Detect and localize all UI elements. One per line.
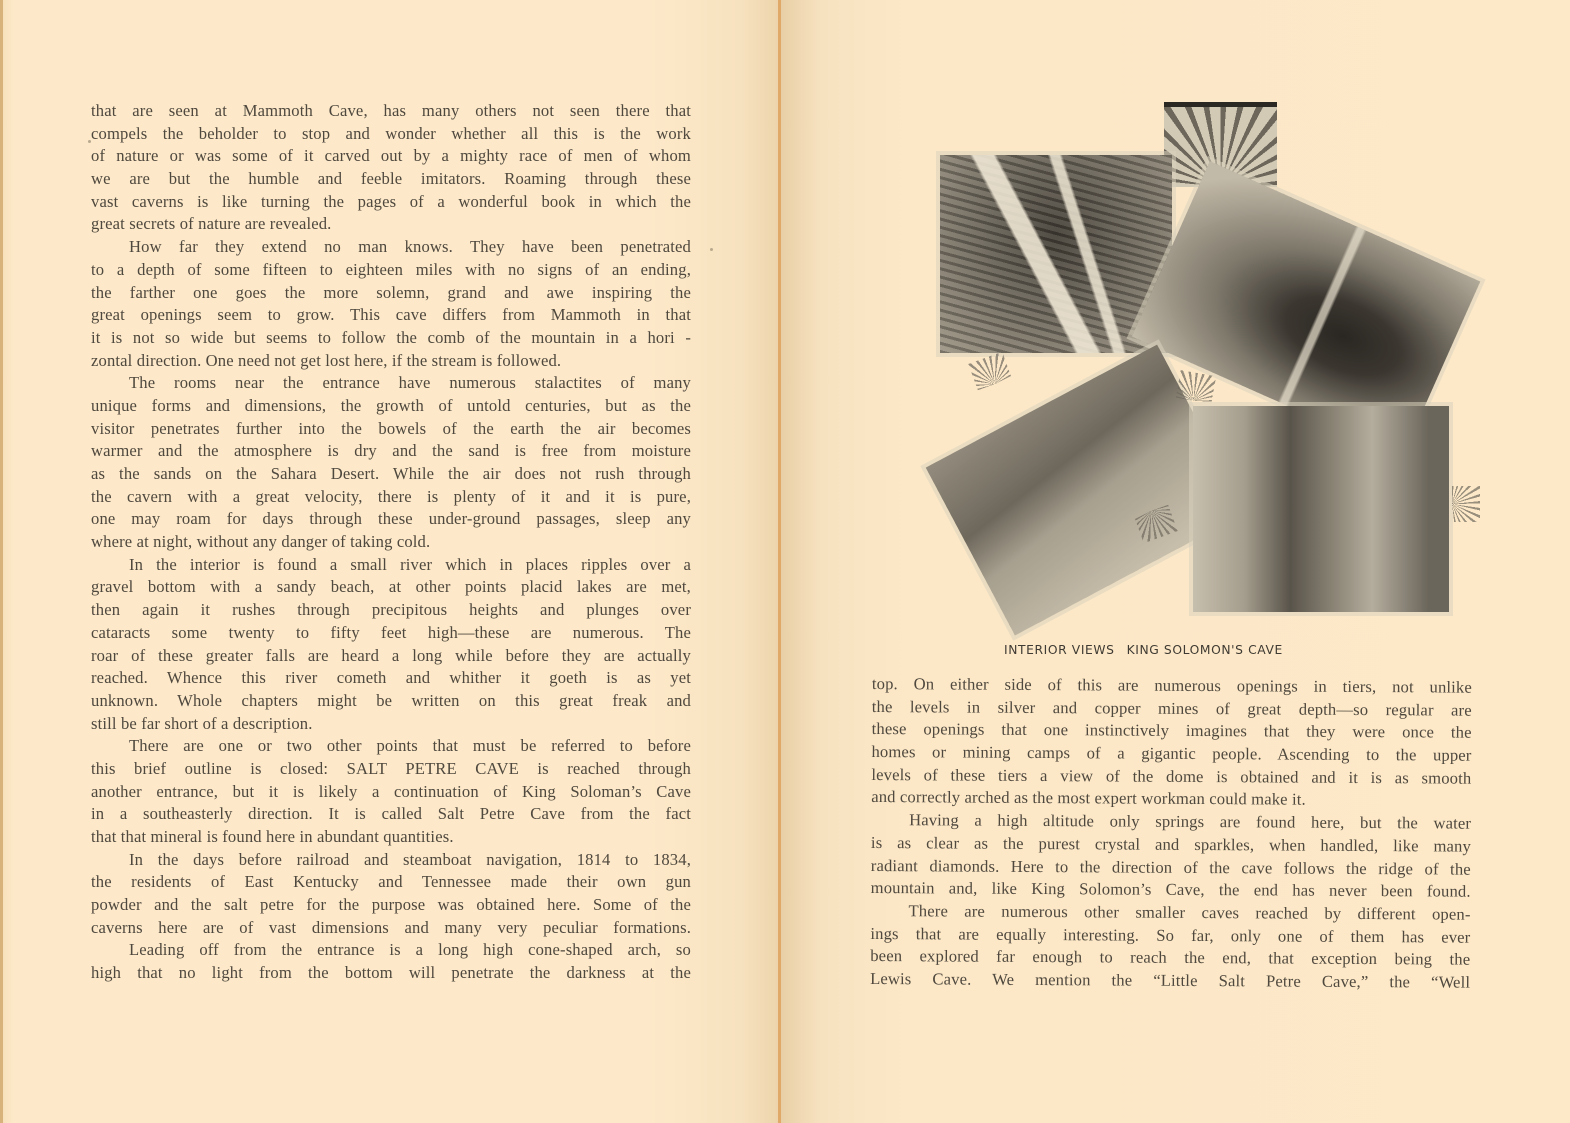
text-line: as the sands on the Sahara Desert. While the air does not rush through	[91, 464, 691, 483]
text-line: the farther one goes the more solemn, grand and awe inspiring the	[91, 282, 691, 302]
text-line: we are but the humble and feeble imitators. Roaming through these	[91, 169, 691, 189]
text-line: these openings that one instinctively imagines that they were once the	[871, 719, 1472, 743]
scan-speck	[88, 140, 91, 143]
figure-caption	[1004, 643, 1350, 657]
text-line: gravel bottom with a sandy beach, at other points placid lakes are met,	[91, 577, 691, 597]
text-line: Lewis Cave. We mention the “Little Salt Petre Cave,” the “Well	[870, 968, 1471, 992]
text-line: and correctly arched as the most expert workman could make it.	[871, 787, 1306, 810]
text-line: levels of these tiers a view of the dome is obtained and it is as smooth	[871, 764, 1472, 788]
text-line: in a southeasterly direction. It is called Salt Petre Cave from the fact	[91, 804, 691, 824]
text-line: top. On either side of this are numerous openings in tiers, not unlike	[871, 674, 1472, 697]
text-line: one may roam for days through these under-ground passages, sleep any	[91, 509, 691, 529]
text-line: cataracts some twenty to fifty feet high—these are numerous. The	[91, 622, 691, 642]
text-line: of nature or was some of it carved out by a mighty race of men of whom	[91, 146, 691, 166]
text-line: unknown. Whole chapters might be written on this great freak and	[91, 690, 691, 710]
text-line: another entrance, but it is likely a continuation of King Soloman’s Cave	[91, 781, 691, 801]
text-line: this brief outline is closed: SALT PETRE CAVE is reached through	[91, 758, 691, 778]
decorative-ray-ornament	[968, 352, 1011, 391]
text-line: where at night, without any danger of taking cold.	[91, 532, 431, 552]
decorative-ray-ornament	[1452, 486, 1480, 522]
text-line: reached. Whence this river cometh and whither it goeth is as yet	[91, 668, 691, 688]
text-line: homes or mining camps of a gigantic people. Ascending to the upper	[871, 742, 1472, 765]
text-line: powder and the salt petre for the purpose was obtained here. Some of the	[91, 895, 691, 915]
text-line: mountain and, like King Solomon’s Cave, the end has never been found.	[870, 878, 1471, 901]
text-line: compels the beholder to stop and wonder whether all this is the work	[91, 123, 691, 143]
text-line: that are seen at Mammoth Cave, has many others not seen there that	[91, 101, 691, 120]
text-line: still be far short of a description.	[91, 713, 313, 733]
caption-interior-views: INTERIOR VIEWS	[1004, 643, 1115, 657]
text-line: There are one or two other points that must be referred to before	[129, 736, 691, 756]
cave-photo-4	[1193, 406, 1449, 612]
text-line: roar of these greater falls are heard a long while before they are actually	[91, 645, 691, 665]
text-line: There are numerous other smaller caves reached by different open-	[908, 901, 1471, 924]
decorative-ray-ornament	[1176, 370, 1216, 404]
left-page	[0, 0, 781, 1123]
text-line: ings that are equally interesting. So far, only one of them has ever	[870, 923, 1471, 947]
text-line: it is not so wide but seems to follow the comb of the mountain in a hori -	[91, 327, 691, 347]
text-line: great secrets of nature are revealed.	[91, 214, 332, 234]
cave-photo-collage	[900, 95, 1480, 635]
text-line: the levels in silver and copper mines of great depth—so regular are	[871, 696, 1472, 720]
text-line: zontal direction. One need not get lost here, if the stream is followed.	[91, 350, 562, 370]
text-line: is as clear as the purest crystal and sparkles, when handled, like many	[870, 832, 1472, 856]
text-line: radiant diamonds. Here to the direction of the cave follows the ridge of the	[870, 855, 1471, 879]
text-line: the residents of East Kentucky and Tennessee made their own gun	[91, 872, 691, 892]
text-line: In the interior is found a small river which in places ripples over a	[129, 554, 691, 574]
text-line: to a depth of some fifteen to eighteen miles with no signs of an ending,	[91, 259, 691, 279]
text-line: warmer and the atmosphere is dry and the sand is free from moisture	[91, 441, 691, 461]
text-line: unique forms and dimensions, the growth of untold centuries, but as the	[91, 395, 691, 415]
right-page-body-text	[870, 673, 1472, 994]
text-line: the cavern with a great velocity, there is plenty of it and it is pure,	[91, 486, 691, 506]
text-line: visitor penetrates further into the bowels of the earth the air becomes	[91, 418, 691, 438]
text-line: been explored far enough to reach the end, that exception being the	[870, 946, 1471, 969]
text-line: that that mineral is found here in abundant quantities.	[91, 827, 454, 846]
scan-speck	[710, 248, 713, 251]
text-line: caverns here are of vast dimensions and many very peculiar formations.	[91, 917, 691, 937]
left-page-body-text	[91, 100, 691, 985]
text-line: high that no light from the bottom will penetrate the darkness at the	[91, 963, 691, 983]
text-line: In the days before railroad and steamboat navigation, 1814 to 1834,	[129, 849, 691, 869]
text-line: The rooms near the entrance have numerous stalactites of many	[129, 373, 691, 393]
text-line: great openings seem to grow. This cave differs from Mammoth in that	[91, 305, 691, 325]
text-line: then again it rushes through precipitous heights and plunges over	[91, 600, 691, 620]
caption-cave-name: KING SOLOMON'S CAVE	[1126, 643, 1283, 657]
text-line: vast caverns is like turning the pages of a wonderful book in which the	[91, 191, 691, 211]
text-line: Having a high altitude only springs are found here, but the water	[909, 810, 1472, 833]
text-line: Leading off from the entrance is a long high cone-shaped arch, so	[129, 940, 691, 960]
text-line: How far they extend no man knows. They have been penetrated	[129, 237, 691, 257]
